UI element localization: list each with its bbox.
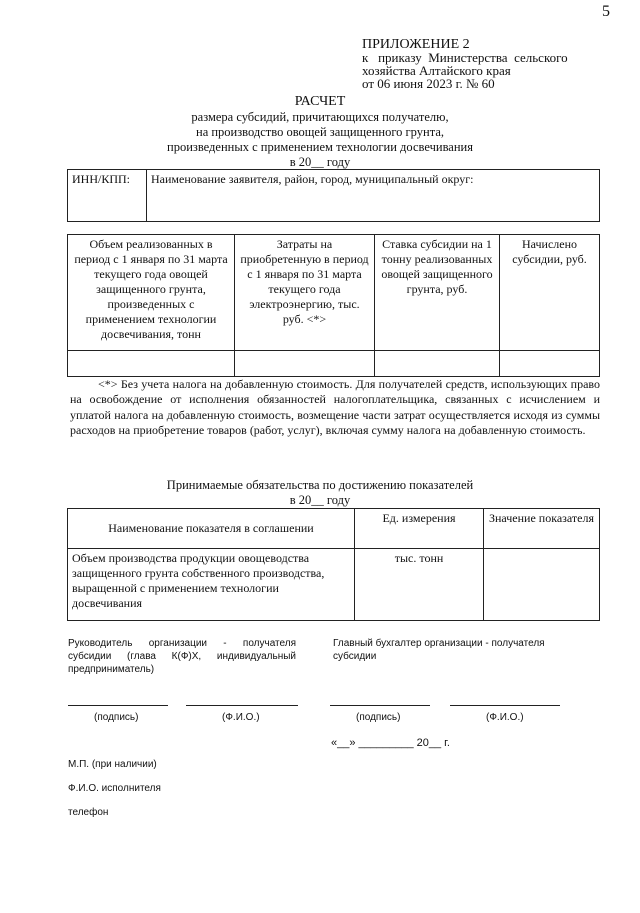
head-signature-line <box>68 705 168 706</box>
header-volume: Объем реализованных в период с 1 января по 31 марта текущего года овощей защищенного грунта, произведенных с применением технологии досвечивания, тонн <box>68 235 235 351</box>
cell-accrued <box>500 351 600 377</box>
inn-label: ИНН/КПП: <box>68 170 147 222</box>
obligations-title: Принимаемые обязательства по достижению показателей <box>166 478 474 492</box>
calculation-table <box>67 234 600 377</box>
accountant-signature-line <box>330 705 430 706</box>
header-costs: Затраты на приобретенную в период с 1 января по 31 марта текущего года электроэнергию, тыс. руб. <*> <box>235 235 375 351</box>
executor-label: Ф.И.О. исполнителя <box>68 783 161 794</box>
obligations-year: в 20__ году <box>289 493 351 507</box>
cell-rate <box>375 351 500 377</box>
applicant-name-label: Наименование заявителя, район, город, муниципальный округ: <box>147 170 600 222</box>
page-number: 5 <box>602 3 610 20</box>
stamp-label: М.П. (при наличии) <box>68 759 157 770</box>
appendix-line: хозяйства Алтайского края <box>362 63 511 78</box>
cell-volume <box>68 351 235 377</box>
head-signature-label: Руководитель организации - получателя субсидии (глава К(Ф)Х, индивидуальный предприниматель) <box>68 638 296 675</box>
header-rate: Ставка субсидии на 1 тонну реализованных овощей защищенного грунта, руб. <box>375 235 500 351</box>
obligations-table <box>67 508 600 621</box>
obligations-heading <box>0 478 640 508</box>
appendix-line: от 06 июня 2023 г. № 60 <box>362 76 495 91</box>
date-line: «__» _________ 20__ г. <box>331 737 450 749</box>
phone-label: телефон <box>68 807 109 818</box>
signature-caption: (подпись) <box>356 712 401 723</box>
indicator-value <box>484 549 600 621</box>
document-title: РАСЧЕТ <box>294 94 346 109</box>
header-value: Значение показателя <box>484 509 600 549</box>
signature-caption: (подпись) <box>94 712 139 723</box>
fio-caption: (Ф.И.О.) <box>222 712 260 723</box>
header-indicator: Наименование показателя в соглашении <box>68 509 355 549</box>
footnote-text: <*> Без учета налога на добавленную стоимость. Для получателей средств, использующих право на освобождение от исполнения обязанностей налогоплательщика, связанных с исчислением и уплатой налога на добавленную стоимость, возмещение части затрат осуществляется исходя из суммы расходов на приобретение товаров (работ, услуг), включая сумму налога на добавленную стоимость. <box>70 377 600 438</box>
footnote <box>70 377 600 439</box>
subtitle-line: произведенных с применением технологии досвечивания <box>167 140 473 154</box>
header-unit: Ед. измерения <box>355 509 484 549</box>
year-line: в 20__ году <box>289 155 351 169</box>
appendix-line: к приказу Министерства сельского <box>362 50 568 65</box>
subtitle-line: размера субсидий, причитающихся получателю, <box>191 110 449 124</box>
header-accrued: Начислено субсидии, руб. <box>500 235 600 351</box>
appendix-block <box>362 38 592 90</box>
indicator-name: Объем производства продукции овощеводства защищенного грунта собственного производства, выращенной с применением технологии досвечивания <box>68 549 355 621</box>
applicant-table <box>67 169 600 222</box>
accountant-fio-line <box>450 705 560 706</box>
appendix-title: ПРИЛОЖЕНИЕ 2 <box>362 37 470 52</box>
accountant-signature-label: Главный бухгалтер организации - получателя субсидии <box>333 638 545 662</box>
fio-caption: (Ф.И.О.) <box>486 712 524 723</box>
indicator-unit: тыс. тонн <box>355 549 484 621</box>
cell-costs <box>235 351 375 377</box>
subtitle-line: на производство овощей защищенного грунта, <box>196 125 444 139</box>
document-subtitle <box>150 110 490 170</box>
head-fio-line <box>186 705 298 706</box>
